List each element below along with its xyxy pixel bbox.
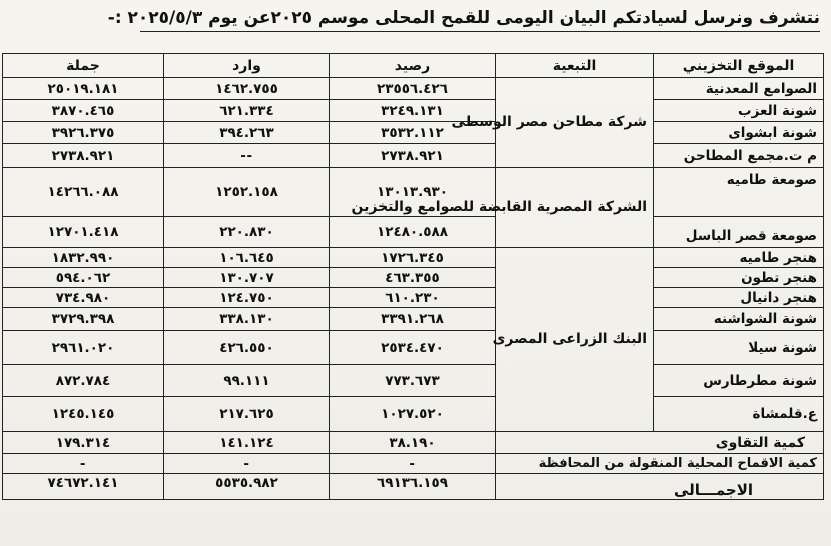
table-row	[3, 288, 824, 308]
header-balance: رصيد	[330, 54, 496, 78]
location-cell: شونة سيلا	[654, 331, 824, 365]
table-row	[3, 168, 824, 217]
header-incoming: وارد	[164, 54, 330, 78]
seeds-total: ١٧٩.٣١٤	[3, 432, 164, 454]
incoming-cell: ٣٩٤.٢٦٣	[164, 122, 330, 144]
transferred-row	[3, 454, 824, 474]
header-row	[3, 54, 824, 78]
incoming-cell: ١٤٦٢.٧٥٥	[164, 78, 330, 100]
location-cell: صومعة قصر الباسل	[654, 217, 824, 248]
balance-cell: ٤٦٣.٣٥٥	[330, 268, 496, 288]
table-row	[3, 217, 824, 248]
location-cell: شونة الشواشنه	[654, 308, 824, 331]
location-cell: شونة العزب	[654, 100, 824, 122]
total-cell: ١٨٣٢.٩٩٠	[3, 248, 164, 268]
wheat-report-table	[2, 53, 824, 500]
table-row	[3, 397, 824, 432]
grand-total-balance: ٦٩١٣٦.١٥٩	[330, 474, 496, 500]
balance-cell: ١٠٢٧.٥٢٠	[330, 397, 496, 432]
affiliation-cell: الشركة المصرية القابضة للصوامع والتخزين	[496, 168, 654, 248]
location-cell: صومعة طاميه	[654, 168, 824, 217]
header-total: جملة	[3, 54, 164, 78]
balance-cell: ١٢٤٨٠.٥٨٨	[330, 217, 496, 248]
header-affiliation: التبعية	[496, 54, 654, 78]
incoming-cell: ٢٢٠.٨٣٠	[164, 217, 330, 248]
transferred-label: كمية الاقماح المحلية المنقولة من المحافظة	[496, 454, 824, 474]
table-row	[3, 308, 824, 331]
total-cell: ١٢٧٠١.٤١٨	[3, 217, 164, 248]
transferred-balance: -	[330, 454, 496, 474]
incoming-cell: ٣٣٨.١٣٠	[164, 308, 330, 331]
grand-total-incoming: ٥٥٣٥.٩٨٢	[164, 474, 330, 500]
total-cell: ٥٩٤.٠٦٢	[3, 268, 164, 288]
total-cell: ٣٧٢٩.٣٩٨	[3, 308, 164, 331]
balance-cell: ٣٢٤٩.١٣١	[330, 100, 496, 122]
seeds-row	[3, 432, 824, 454]
incoming-cell: ١٢٤.٧٥٠	[164, 288, 330, 308]
transferred-total: -	[3, 454, 164, 474]
incoming-cell: ٤٢٦.٥٥٠	[164, 331, 330, 365]
seeds-incoming: ١٤١.١٢٤	[164, 432, 330, 454]
incoming-cell: ١٠٦.٦٤٥	[164, 248, 330, 268]
total-cell: ٢٥٠١٩.١٨١	[3, 78, 164, 100]
affiliation-cell: البنك الزراعى المصرى	[496, 248, 654, 432]
seeds-balance: ٣٨.١٩٠	[330, 432, 496, 454]
total-cell: ٣٩٢٦.٣٧٥	[3, 122, 164, 144]
balance-cell: ٦١٠.٢٣٠	[330, 288, 496, 308]
location-cell: هنجر طاميه	[654, 248, 824, 268]
table-row	[3, 144, 824, 168]
balance-cell: ١٧٢٦.٣٤٥	[330, 248, 496, 268]
balance-cell: ٣٥٣٢.١١٢	[330, 122, 496, 144]
location-cell: م ت.مجمع المطاحن	[654, 144, 824, 168]
header-location: الموقع التخزيني	[654, 54, 824, 78]
incoming-cell: ٦٢١.٣٣٤	[164, 100, 330, 122]
incoming-cell: ٩٩.١١١	[164, 365, 330, 397]
incoming-cell: ١٣٠.٧٠٧	[164, 268, 330, 288]
balance-cell: ٢٧٣٨.٩٢١	[330, 144, 496, 168]
total-cell: ٧٣٤.٩٨٠	[3, 288, 164, 308]
affiliation-cell: شركة مطاحن مصر الوسطى	[496, 78, 654, 168]
balance-cell: ٢٥٣٤.٤٧٠	[330, 331, 496, 365]
transferred-incoming: -	[164, 454, 330, 474]
seeds-label: كمية التقاوى	[496, 432, 824, 454]
total-cell: ١٢٤٥.١٤٥	[3, 397, 164, 432]
location-cell: هنجر تطون	[654, 268, 824, 288]
grand-total-total: ٧٤٦٧٢.١٤١	[3, 474, 164, 500]
location-cell: شونة مطرطارس	[654, 365, 824, 397]
incoming-cell: ١٢٥٢.١٥٨	[164, 168, 330, 217]
table-row	[3, 78, 824, 100]
location-cell: هنجر دانيال	[654, 288, 824, 308]
incoming-cell: --	[164, 144, 330, 168]
total-cell: ٢٩٦١.٠٢٠	[3, 331, 164, 365]
table-row	[3, 248, 824, 268]
balance-cell: ٧٧٣.٦٧٣	[330, 365, 496, 397]
total-cell: ٣٨٧٠.٤٦٥	[3, 100, 164, 122]
table-row	[3, 100, 824, 122]
balance-cell: ٢٣٥٥٦.٤٢٦	[330, 78, 496, 100]
location-cell: الصوامع المعدنية	[654, 78, 824, 100]
incoming-cell: ٢١٧.٦٢٥	[164, 397, 330, 432]
grand-total-row	[3, 474, 824, 500]
table-row	[3, 268, 824, 288]
document-title: نتشرف ونرسل لسيادتكم البيان اليومى للقمح المحلى موسم ٢٠٢٥عن يوم ٢٠٢٥/٥/٣ :-	[140, 8, 820, 32]
balance-cell: ٣٣٩١.٢٦٨	[330, 308, 496, 331]
table-row	[3, 365, 824, 397]
grand-total-label: الاجمـــالى	[496, 474, 824, 500]
total-cell: ١٤٢٦٦.٠٨٨	[3, 168, 164, 217]
table-row	[3, 122, 824, 144]
balance-cell: ١٣٠١٣.٩٣٠	[330, 168, 496, 217]
total-cell: ٨٧٢.٧٨٤	[3, 365, 164, 397]
table-row	[3, 331, 824, 365]
total-cell: ٢٧٣٨.٩٢١	[3, 144, 164, 168]
location-cell: شونة ابشواى	[654, 122, 824, 144]
location-cell: ع.قلمشاة	[654, 397, 824, 432]
